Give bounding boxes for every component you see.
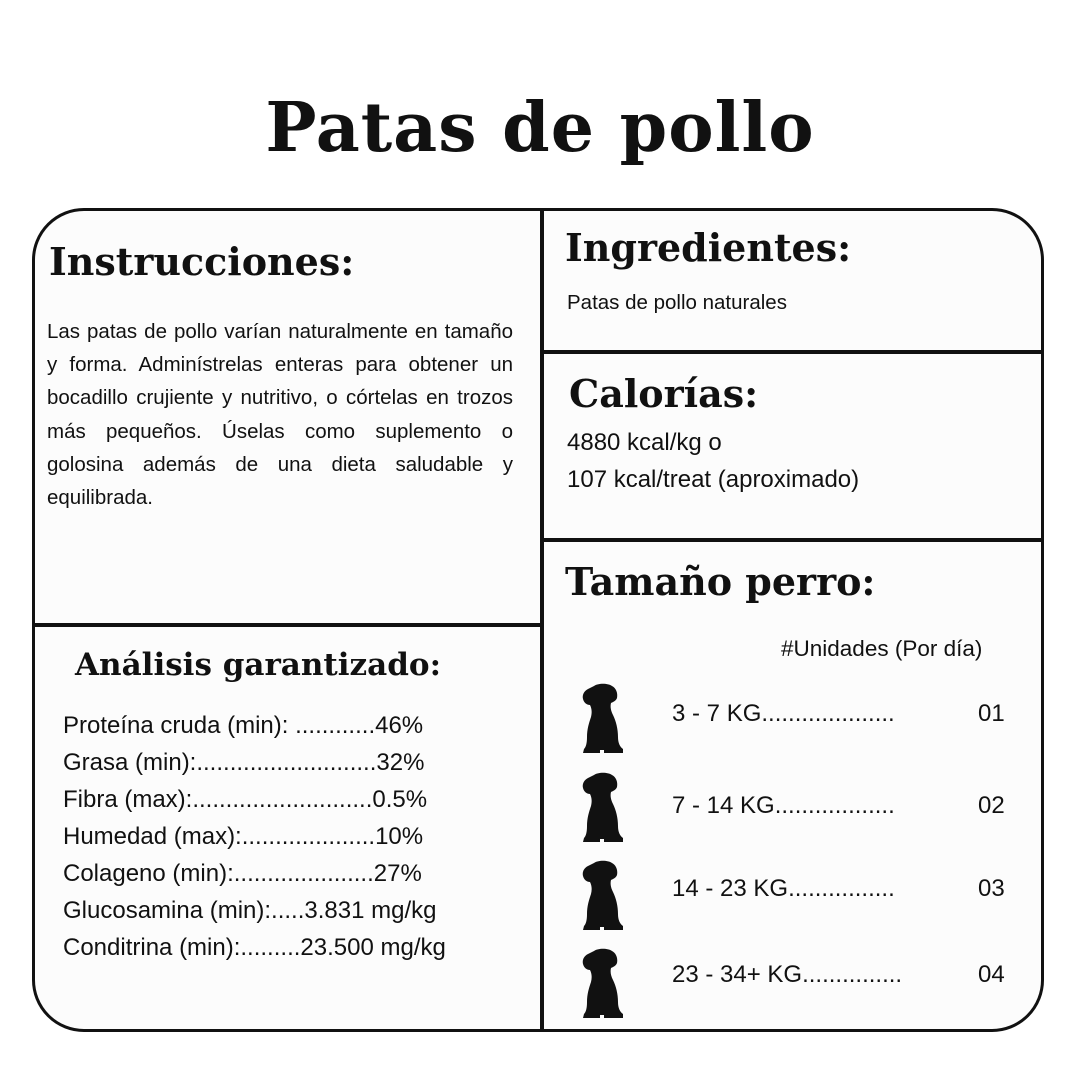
dog-daily-units: 01 xyxy=(978,700,1005,727)
calories-line-1: 4880 kcal/kg o xyxy=(567,429,722,456)
analysis-heading: Análisis garantizado: xyxy=(75,647,442,683)
dog-weight-range: 14 - 23 KG................ xyxy=(672,875,895,902)
dog-daily-units: 04 xyxy=(978,961,1005,988)
dog-silhouette-icon xyxy=(580,860,624,932)
dog-daily-units: 03 xyxy=(978,875,1005,902)
dog-weight-range: 23 - 34+ KG............... xyxy=(672,961,903,988)
analysis-item: Humedad (max):....................10% xyxy=(63,823,424,850)
dog-weight-range: 3 - 7 KG.................... xyxy=(672,700,895,727)
dog-weight-range: 7 - 14 KG.................. xyxy=(672,792,895,819)
label-card xyxy=(32,208,1044,1032)
dog-silhouette-icon xyxy=(580,683,624,755)
instructions-text: Las patas de pollo varían naturalmente en tamaño y forma. Adminístrelas enteras para obtener un bocadillo crujiente y nutritivo, o córtelas en trozos más pequeños. Úselas como suplemento o golosina además de una dieta saludable y equilibrada. xyxy=(47,320,513,510)
analysis-item: Fibra (max):...........................0.5% xyxy=(63,786,428,813)
dog-size-row xyxy=(580,948,1020,1020)
dog-size-heading: Tamaño perro: xyxy=(565,559,876,604)
page-title: Patas de pollo xyxy=(265,88,815,168)
left-section-divider xyxy=(35,623,542,627)
dog-size-row xyxy=(580,683,1020,755)
ingredients-divider xyxy=(542,350,1044,354)
calories-heading: Calorías: xyxy=(569,371,759,416)
dog-silhouette-icon xyxy=(580,948,624,1020)
analysis-item: Proteína cruda (min): ............46% xyxy=(63,712,424,739)
dog-size-row xyxy=(580,860,1020,932)
calories-line-2: 107 kcal/treat (aproximado) xyxy=(567,466,860,493)
column-divider xyxy=(540,211,544,1029)
dog-size-row xyxy=(580,772,1020,844)
instructions-heading: Instrucciones: xyxy=(49,239,355,284)
ingredients-heading: Ingredientes: xyxy=(565,225,852,270)
ingredients-text: Patas de pollo naturales xyxy=(567,291,787,314)
units-header: #Unidades (Por día) xyxy=(781,636,983,661)
analysis-item: Conditrina (min):.........23.500 mg/kg xyxy=(63,934,446,961)
analysis-item: Glucosamina (min):.....3.831 mg/kg xyxy=(63,897,437,924)
analysis-item: Colageno (min):.....................27% xyxy=(63,860,422,887)
calories-divider xyxy=(542,538,1044,542)
dog-daily-units: 02 xyxy=(978,792,1005,819)
dog-silhouette-icon xyxy=(580,772,624,844)
analysis-item: Grasa (min):...........................32% xyxy=(63,749,425,776)
analysis-list xyxy=(63,707,446,966)
